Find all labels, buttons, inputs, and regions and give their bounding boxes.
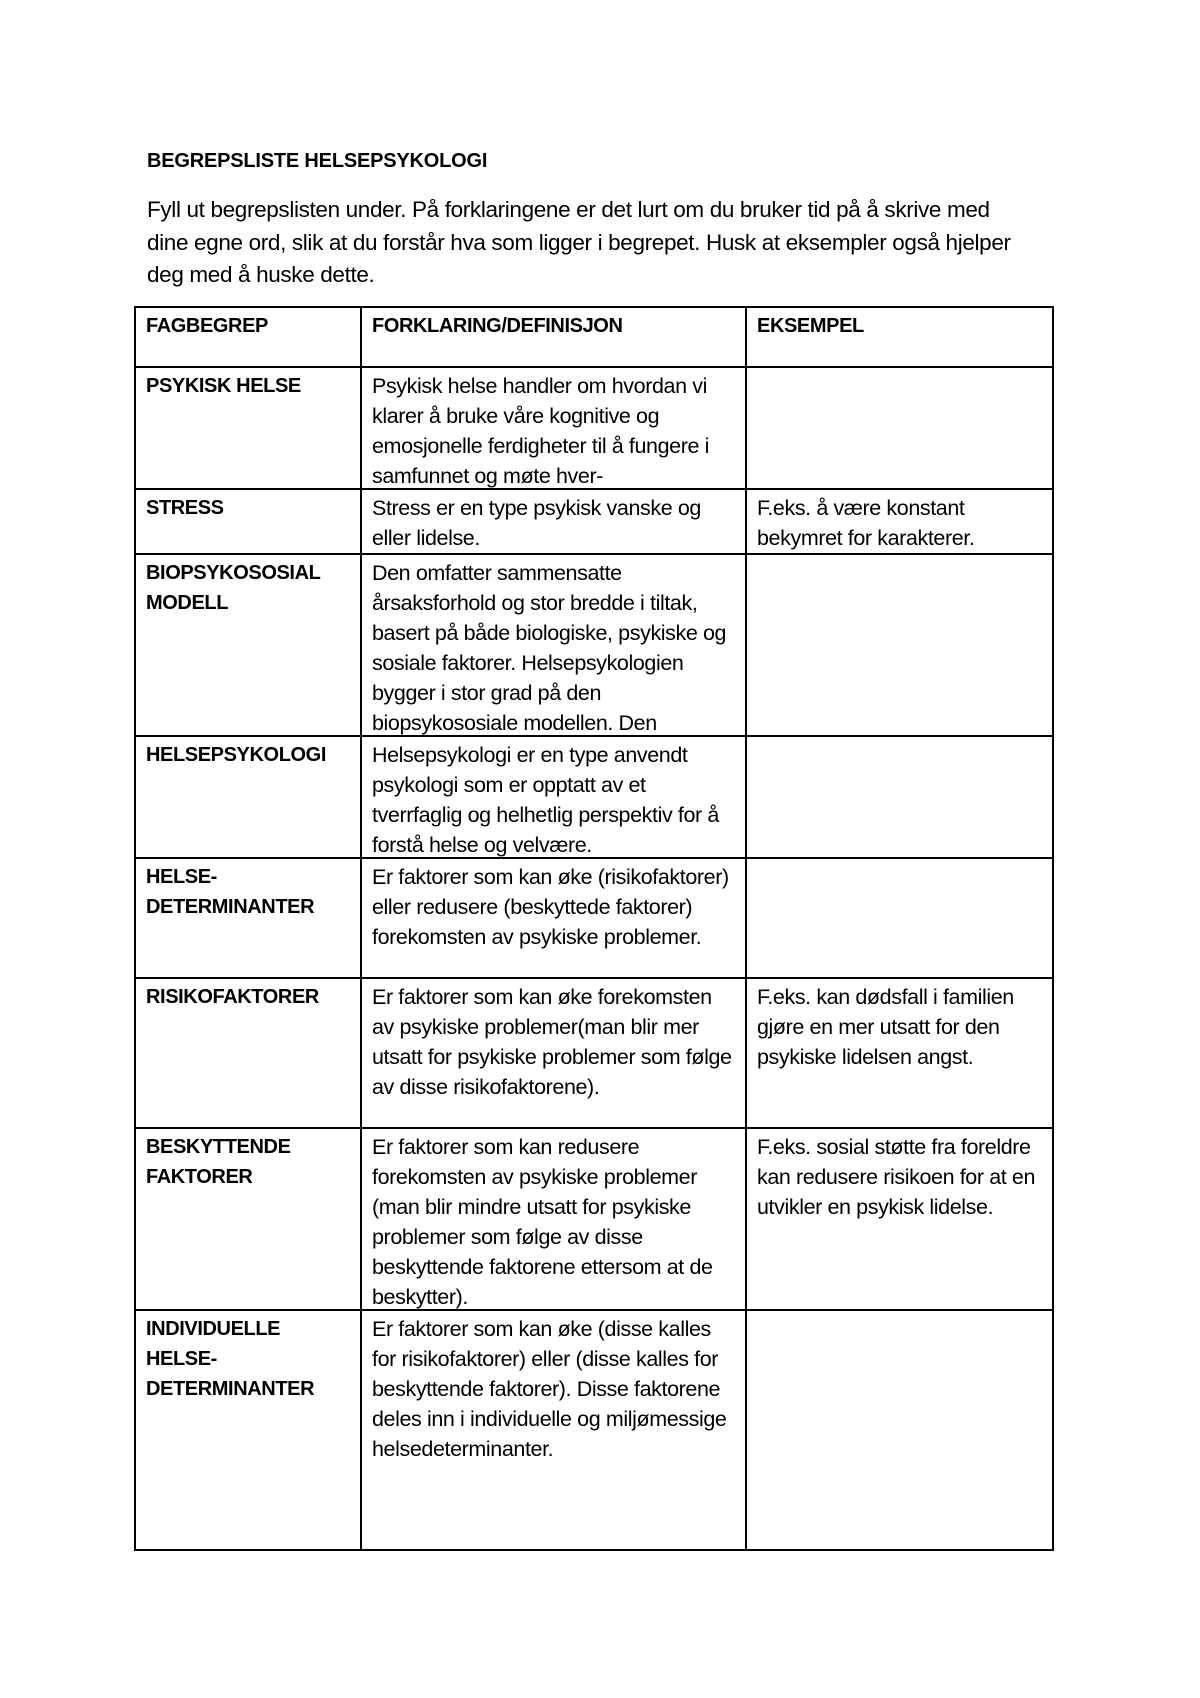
term-text: BIOPSYKOSOSIAL MODELL [146,562,321,614]
example-cell[interactable] [746,489,1053,554]
definition-cell[interactable] [361,554,746,736]
intro-paragraph [147,194,1047,292]
term-text: HELSEPSYKOLOGI [146,744,326,766]
concept-table [134,306,1054,1551]
table-row [135,1310,1053,1550]
term-cell[interactable] [135,858,361,978]
definition-cell[interactable] [361,1128,746,1310]
term-cell[interactable] [135,489,361,554]
table-row [135,489,1053,554]
table-row [135,978,1053,1128]
term-cell[interactable] [135,1128,361,1310]
table-header-row [135,307,1053,367]
term-text: RISIKOFAKTORER [146,986,319,1008]
definition-text: Psykisk helse handler om hvordan vi klarer å bruke våre kognitive og emosjonelle ferdigheter til å fungere i samfunnet og møte hver- [372,374,709,488]
table-row [135,367,1053,489]
header-definition: FORKLARING/DEFINISJON [361,307,746,367]
term-text: INDIVIDUELLE HELSE-DETERMINANTER [146,1318,315,1400]
table-row [135,736,1053,858]
definition-cell[interactable] [361,736,746,858]
example-cell[interactable] [746,367,1053,489]
definition-text: Er faktorer som kan øke (risikofaktorer) eller redusere (beskyttede faktorer) forekomsten av psykiske problemer. [372,865,729,949]
example-text: F.eks. sosial støtte fra foreldre kan redusere risikoen for at en utvikler en psykisk lidelse. [757,1135,1036,1219]
term-text: HELSE-DETERMINANTER [146,866,315,918]
term-cell[interactable] [135,736,361,858]
definition-text: Helsepsykologi er en type anvendt psykologi som er opptatt av et tverrfaglig og helhetlig perspektiv for å forstå helse og velvære. [372,743,719,857]
example-cell[interactable] [746,978,1053,1128]
definition-cell[interactable] [361,489,746,554]
example-cell[interactable] [746,1310,1053,1550]
example-cell[interactable] [746,554,1053,736]
example-cell[interactable] [746,858,1053,978]
table-row [135,1128,1053,1310]
term-cell[interactable] [135,978,361,1128]
header-term: FAGBEGREP [135,307,361,367]
term-cell[interactable] [135,367,361,489]
intro-line: dine egne ord, slik at du forstår hva som ligger i begrepet. Husk at eksempler også hjelper [147,229,1011,255]
definition-text: Stress er en type psykisk vanske og eller lidelse. [372,496,701,550]
definition-cell[interactable] [361,978,746,1128]
definition-text: Er faktorer som kan redusere forekomsten av psykiske problemer (man blir mindre utsatt for psykiske problemer som følge av disse beskyttende faktorene ettersom at de beskytter). [372,1135,713,1309]
example-text: F.eks. kan dødsfall i familien gjøre en mer utsatt for den psykiske lidelsen angst. [757,985,1014,1069]
example-cell[interactable] [746,736,1053,858]
term-text: PSYKISK HELSE [146,375,301,397]
term-text: BESKYTTENDE FAKTORER [146,1136,291,1188]
header-example: EKSEMPEL [746,307,1053,367]
definition-cell[interactable] [361,858,746,978]
intro-line: Fyll ut begrepslisten under. På forklaringene er det lurt om du bruker tid på å skrive med [147,197,990,222]
term-cell[interactable] [135,554,361,736]
page-title: BEGREPSLISTE HELSEPSYKOLOGI [147,150,488,172]
term-text: STRESS [146,497,224,519]
example-cell[interactable] [746,1128,1053,1310]
term-cell[interactable] [135,1310,361,1550]
definition-cell[interactable] [361,1310,746,1550]
intro-line: deg med å huske dette. [147,262,375,287]
table-row [135,554,1053,736]
definition-text: Er faktorer som kan øke (disse kalles for risikofaktorer) eller (disse kalles for beskyttende faktorer). Disse faktorene deles inn i individuelle og miljømessige helsedeterminanter. [372,1317,727,1461]
table-row [135,858,1053,978]
definition-cell[interactable] [361,367,746,489]
definition-text: Er faktorer som kan øke forekomsten av psykiske problemer(man blir mer utsatt for psykiske problemer som følge av disse risikofaktorene). [372,985,732,1099]
definition-text: Den omfatter sammensatte årsaksforhold og stor bredde i tiltak, basert på både biologiske, psykiske og sosiale faktorer. Helsepsykologien bygger i stor grad på den biopsykososiale modellen. Den [372,561,727,735]
example-text: F.eks. å være konstant bekymret for karakterer. [757,496,975,550]
